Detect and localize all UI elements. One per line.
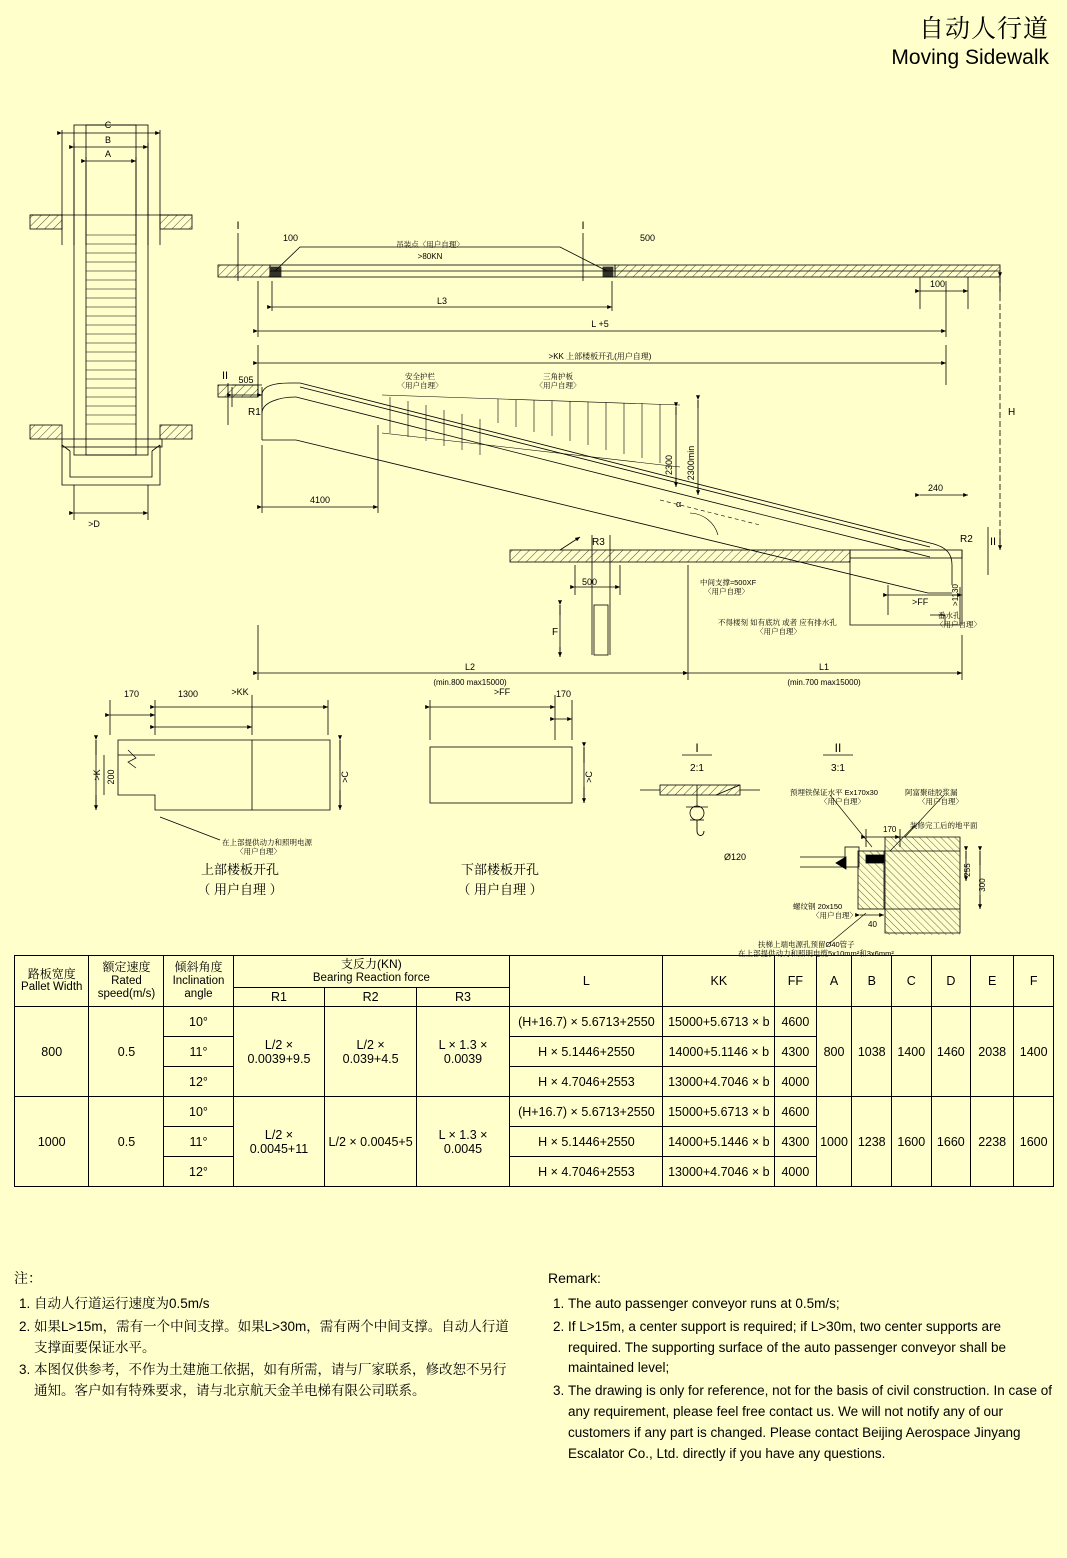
- det-note-embed-sub: 〈用户自理〉: [820, 797, 865, 806]
- th-rated-speed: 额定速度 Rated speed(m/s): [89, 956, 164, 1007]
- th-pallet-width: 路板宽度 Pallet Width: [15, 956, 89, 1007]
- section-mark-II-left: II: [221, 370, 229, 382]
- dim-505: 505: [238, 375, 254, 385]
- note-drain-hole-sub: 〈用户自理〉: [936, 620, 981, 629]
- title-english: Moving Sidewalk: [891, 46, 1049, 70]
- detail-I-title: I: [695, 741, 699, 755]
- det-note-sealant: 阿富聚硅胶浆漏: [905, 788, 958, 797]
- label-R1: R1: [248, 407, 261, 418]
- cell-rated-speed: 0.5: [89, 1097, 164, 1187]
- dim-1130: >1130: [951, 584, 960, 606]
- det-note-rebar: 螺纹钢 20x150: [793, 902, 843, 911]
- cell-pallet-width: 1000: [15, 1097, 89, 1187]
- cell-angle: 12°: [164, 1067, 233, 1097]
- detail-I-scale: 2:1: [690, 763, 704, 774]
- caption-upper-opening-cn: 上部楼板开孔: [200, 862, 279, 877]
- notes-cn-title: 注：: [14, 1270, 42, 1286]
- dim-500-support: 500: [582, 577, 598, 587]
- cell-R1: L/2 × 0.0039+9.5: [233, 1007, 325, 1097]
- dim-F: F: [552, 627, 559, 638]
- note-safety-rail-sub: 〈用户自理〉: [397, 381, 443, 390]
- specification-table: [14, 955, 1054, 1187]
- cell-R1: L/2 × 0.0045+11: [233, 1097, 325, 1187]
- det-note-floor: 装修完工后的地平面: [910, 821, 978, 830]
- dim-170-plan: 170: [124, 689, 140, 699]
- angle-alpha: α: [676, 499, 682, 509]
- section-mark-I-right: I: [581, 220, 585, 232]
- cell-rated-speed: 0.5: [89, 1007, 164, 1097]
- cell-FF: 4000: [775, 1157, 816, 1187]
- cell-F: 1400: [1014, 1007, 1054, 1097]
- dim-C-plan: >C: [340, 771, 350, 783]
- det-note-embed: 预埋铁保证水平 Ex170x30: [790, 788, 878, 797]
- cell-D: 1460: [931, 1007, 971, 1097]
- cell-KK: 14000+5.1146 × b: [663, 1037, 775, 1067]
- label-R3: R3: [592, 537, 605, 548]
- th-L: L: [510, 956, 663, 1007]
- cell-KK: 13000+4.7046 × b: [663, 1067, 775, 1097]
- cell-FF: 4600: [775, 1097, 816, 1127]
- th-FF: FF: [775, 956, 816, 1007]
- th-R2: R2: [325, 988, 416, 1007]
- note-en-3: 3. The drawing is only for reference, not for the basis of civil construction. In case of any requirement, please feel free contact us. We will not notify any of our customers if any part is changed. Please contact Beijing Aerospace Jinyang Escalator Co., Ltd. directly if you have any questions.: [568, 1381, 1053, 1465]
- cell-pallet-width: 800: [15, 1007, 89, 1097]
- cell-D: 1660: [931, 1097, 971, 1187]
- cell-L: H × 5.1446+2550: [510, 1127, 663, 1157]
- note-cn-2: 2. 如果L>15m，需有一个中间支撑。如果L>30m，需有两个中间支撑。自动人行道支撑面要保证水平。: [34, 1317, 514, 1359]
- note-KK-opening: >KK 上部楼板开孔(用户自理): [548, 352, 652, 361]
- label-R2: R2: [960, 534, 973, 545]
- caption-lower-opening: [420, 860, 580, 899]
- th-KK: KK: [663, 956, 775, 1007]
- hoist-load: >80KN: [417, 252, 443, 261]
- note-power: 在上部提供动力和照明电源: [222, 838, 312, 847]
- cell-L: H × 5.1446+2550: [510, 1037, 663, 1067]
- cell-KK: 13000+4.7046 × b: [663, 1157, 775, 1187]
- note-deck-plate: 三角护板: [543, 372, 573, 381]
- dim-500-top: 500: [640, 233, 656, 243]
- label-A: A: [104, 149, 112, 159]
- cell-angle: 12°: [164, 1157, 233, 1187]
- label-D: >D: [88, 519, 100, 529]
- detail-II-scale: 3:1: [831, 763, 845, 774]
- note-center-support: 中间支撑≈500XF: [700, 578, 757, 587]
- th-C: C: [892, 956, 932, 1007]
- note-safety-rail: 安全护栏: [405, 372, 435, 381]
- dim-200-plan: 200: [106, 769, 116, 785]
- th-D: D: [931, 956, 971, 1007]
- th-E: E: [971, 956, 1014, 1007]
- th-bearing-reaction: 支反力(KN) Bearing Reaction force: [233, 956, 510, 988]
- note-en-2: 2. If L>15m, a center support is required; if L>30m, two center supports are required. The supporting surface of the auto passenger conveyor shall be maintained level;: [568, 1317, 1053, 1380]
- note-cn-3: 3. 本图仅供参考，不作为土建施工依据，如有所需，请与厂家联系，修改恕不另行通知。客户如有特殊要求，请与北京航天金羊电梯有限公司联系。: [34, 1360, 514, 1402]
- cell-angle: 11°: [164, 1127, 233, 1157]
- th-A: A: [816, 956, 852, 1007]
- cell-F: 1600: [1014, 1097, 1054, 1187]
- notes-english: [548, 1268, 1053, 1467]
- caption-upper-opening-sub: （ 用户自理 ）: [197, 881, 283, 897]
- note-drain-sub: 〈用户自理〉: [756, 627, 801, 636]
- table-row: [15, 1097, 1054, 1127]
- cell-C: 1400: [892, 1007, 932, 1097]
- dim-L1: L1: [818, 662, 830, 672]
- dim-4100: 4100: [309, 495, 331, 505]
- table-header-row-1: [15, 956, 1054, 988]
- note-cn-1: 1. 自动人行道运行速度为0.5m/s: [34, 1294, 514, 1315]
- th-R1: R1: [233, 988, 325, 1007]
- hoist-note: 吊装点〈用户自理〉: [396, 240, 464, 249]
- dim-240: 240: [928, 483, 944, 493]
- dim-L-plus-5: L +5: [591, 319, 609, 329]
- cell-KK: 14000+5.1446 × b: [663, 1127, 775, 1157]
- cell-B: 1238: [852, 1097, 892, 1187]
- det-note-rebar-sub: 〈用户自理〉: [812, 911, 857, 920]
- cell-E: 2238: [971, 1097, 1014, 1187]
- cell-KK: 15000+5.6713 × b: [663, 1007, 775, 1037]
- dim-FF-elev: >FF: [912, 597, 929, 607]
- note-power-sub: 〈用户自理〉: [236, 847, 281, 856]
- det-dim-40: 40: [868, 920, 877, 929]
- cell-R3: L × 1.3 × 0.0045: [416, 1097, 510, 1187]
- th-inclination: 倾斜角度 Inclination angle: [164, 956, 233, 1007]
- section-mark-II-right: II: [990, 536, 997, 548]
- th-B: B: [852, 956, 892, 1007]
- cell-KK: 15000+5.6713 × b: [663, 1097, 775, 1127]
- dim-FF-plan: >FF: [493, 687, 511, 697]
- cell-L: (H+16.7) × 5.6713+2550: [510, 1007, 663, 1037]
- note-center-support-sub: 〈用户自理〉: [704, 587, 749, 596]
- dim-2300min: 2300min: [686, 445, 696, 481]
- cell-FF: 4300: [775, 1127, 816, 1157]
- cell-A: 1000: [816, 1097, 852, 1187]
- cell-E: 2038: [971, 1007, 1014, 1097]
- title-chinese: 自动人行道: [918, 15, 1049, 43]
- dim-L3: L3: [436, 296, 448, 306]
- spec-table: [14, 955, 1054, 1187]
- dim-K-plan: >K: [92, 769, 102, 781]
- caption-upper-opening: [160, 860, 320, 899]
- cell-angle: 10°: [164, 1007, 233, 1037]
- dim-dia-120: Ø120: [724, 852, 747, 862]
- dim-L1-range: (min.700 max15000): [787, 678, 861, 687]
- cell-R3: L × 1.3 × 0.0039: [416, 1007, 510, 1097]
- th-F: F: [1014, 956, 1054, 1007]
- notes-en-title: Remark:: [548, 1270, 601, 1286]
- cell-R2: L/2 × 0.0045+5: [325, 1097, 416, 1187]
- dim-100-top: 100: [283, 233, 299, 243]
- det-note-sealant-sub: 〈用户自理〉: [918, 797, 963, 806]
- dim-KK-plan: >KK: [231, 687, 249, 697]
- note-deck-plate-sub: 〈用户自理〉: [535, 381, 581, 390]
- dim-2300: 2300: [664, 454, 674, 476]
- dim-L2-range: (min.800 max15000): [433, 678, 507, 687]
- note-en-1: 1. The auto passenger conveyor runs at 0.5m/s;: [568, 1294, 1053, 1315]
- caption-lower-opening-cn: 下部楼板开孔: [460, 862, 539, 877]
- detail-II-title: II: [834, 741, 842, 755]
- cell-L: (H+16.7) × 5.6713+2550: [510, 1097, 663, 1127]
- note-drain-hole: 番水孔: [938, 611, 961, 620]
- notes-chinese: [14, 1268, 514, 1404]
- dim-1300-plan: 1300: [178, 689, 199, 699]
- cell-A: 800: [816, 1007, 852, 1097]
- caption-lower-opening-sub: （ 用户自理 ）: [457, 881, 543, 897]
- det-dim-170: 170: [883, 825, 897, 834]
- dim-100-right: 100: [930, 279, 946, 289]
- table-row: [15, 1007, 1054, 1037]
- dim-L2: L2: [464, 662, 476, 672]
- cell-B: 1038: [852, 1007, 892, 1097]
- th-R3: R3: [416, 988, 510, 1007]
- cell-L: H × 4.7046+2553: [510, 1157, 663, 1187]
- det-dim-255: 255: [963, 863, 972, 877]
- det-note-cable: 在上部提供动力和照明电缆5x10mm²和3x6mm²: [738, 949, 894, 958]
- sheet-title: [891, 14, 1049, 72]
- cell-FF: 4600: [775, 1007, 816, 1037]
- dim-C-plan2: >C: [584, 771, 594, 783]
- cell-FF: 4000: [775, 1067, 816, 1097]
- cell-angle: 10°: [164, 1097, 233, 1127]
- drawing-svg: [0, 95, 1067, 958]
- det-note-conduit: 扶梯上端电源孔预留Ø40管子: [758, 940, 855, 949]
- dim-H: H: [1008, 407, 1016, 418]
- cell-L: H × 4.7046+2553: [510, 1067, 663, 1097]
- dim-170-plan2: 170: [556, 689, 572, 699]
- section-mark-I-left: I: [236, 220, 240, 232]
- note-drain: 不得楼刻 如有底坑 或者 应有排水孔: [718, 618, 837, 627]
- technical-drawing: [0, 95, 1067, 958]
- label-B: B: [104, 135, 112, 145]
- det-dim-300: 300: [978, 878, 987, 892]
- cell-FF: 4300: [775, 1037, 816, 1067]
- cell-R2: L/2 × 0.039+4.5: [325, 1007, 416, 1097]
- cell-angle: 11°: [164, 1037, 233, 1067]
- cell-C: 1600: [892, 1097, 932, 1187]
- label-C: C: [104, 120, 112, 130]
